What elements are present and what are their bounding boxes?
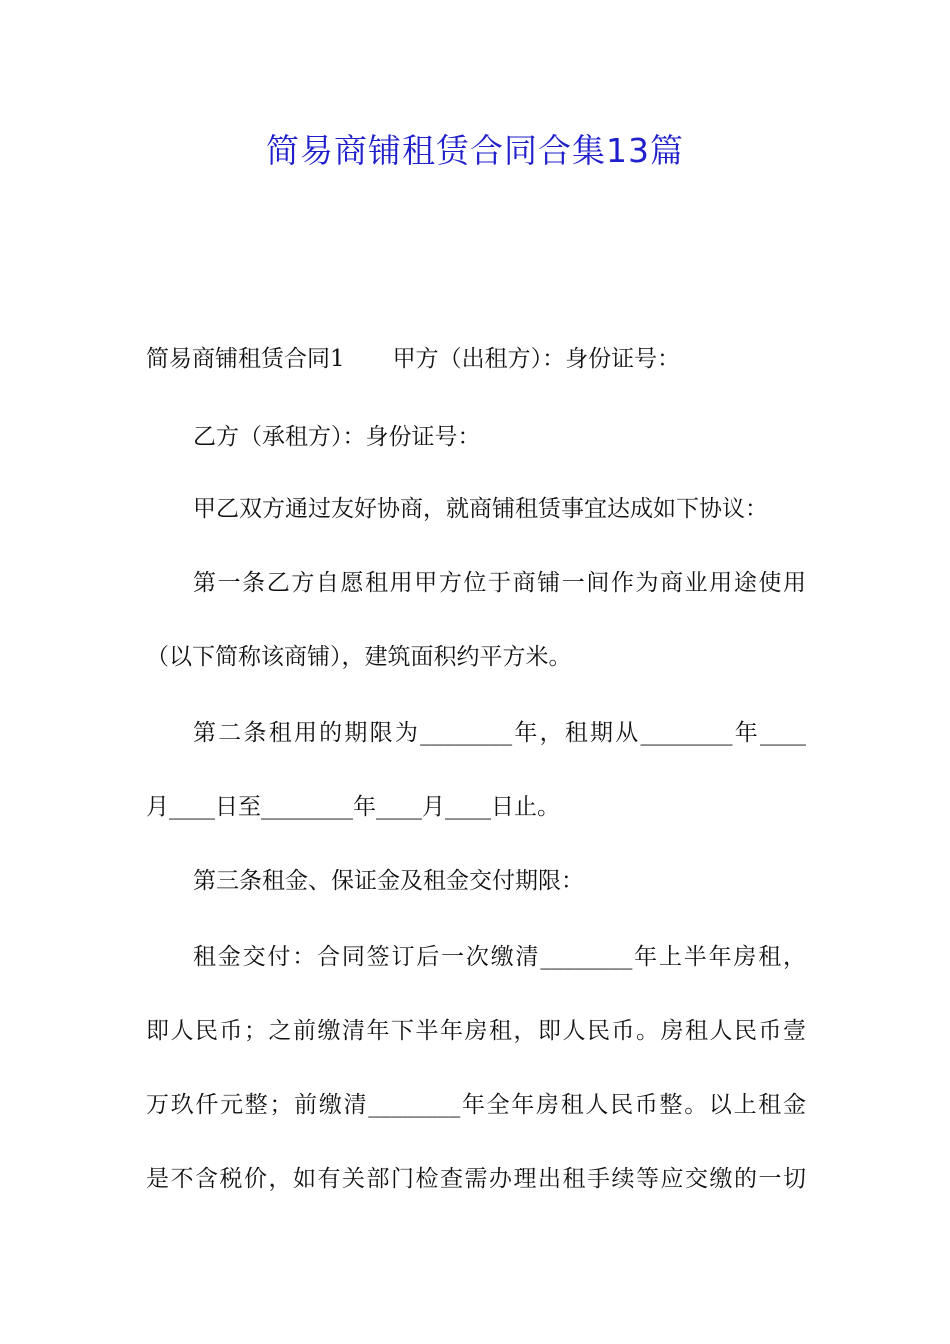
agreement-intro: 甲乙双方通过友好协商，就商铺租赁事宜达成如下协议： <box>193 496 768 522</box>
paragraph-line <box>146 344 806 374</box>
article-2-line-1: 第二条租用的期限为________年，租期从________年____ <box>193 720 806 746</box>
article-2-line-2: 月____日至________年____月____日止。 <box>146 794 560 820</box>
document-title: 简易商铺租赁合同合集13篇 <box>266 131 684 170</box>
rent-line-3: 万玖仟元整；前缴清________年全年房租人民币整。以上租金 <box>146 1092 806 1118</box>
rent-line-4: 是不含税价，如有关部门检查需办理出租手续等应交缴的一切 <box>146 1166 806 1192</box>
contract-heading: 简易商铺租赁合同1 <box>146 346 345 372</box>
article-1-line-1: 第一条乙方自愿租用甲方位于商铺一间作为商业用途使用 <box>193 570 806 596</box>
article-1-line-2: （以下简称该商铺），建筑面积约平方米。 <box>146 644 572 670</box>
party-a-line: 甲方（出租方）：身份证号： <box>392 346 681 372</box>
rent-line-1: 租金交付：合同签订后一次缴清________年上半年房租， <box>193 944 806 970</box>
article-3-heading: 第三条租金、保证金及租金交付期限： <box>193 868 584 894</box>
party-b-line: 乙方（承租方）：身份证号： <box>193 424 481 450</box>
rent-line-2: 即人民币；之前缴清年下半年房租，即人民币。房租人民币壹 <box>146 1018 806 1044</box>
